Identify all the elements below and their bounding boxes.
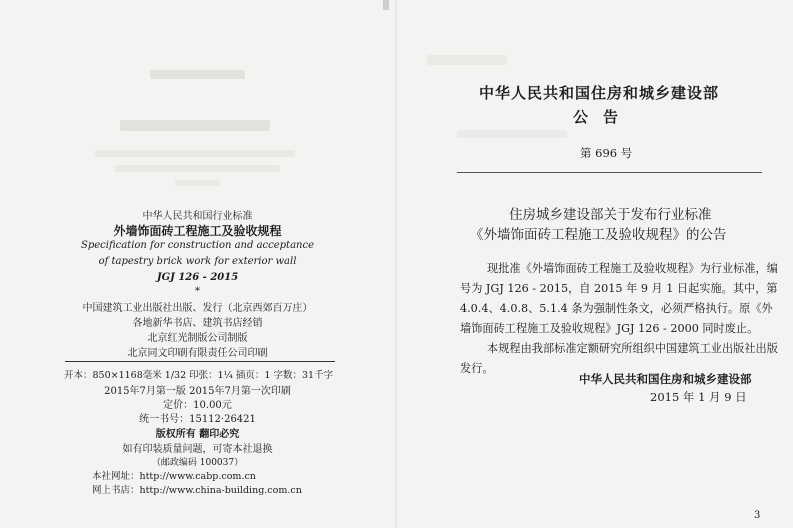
- online-bookstore: 网上书店：http://www.china-building.com.cn: [92, 485, 302, 496]
- body-line: 号为 JGJ 126 - 2015，自 2015 年 9 月 1 日起实施。其中，第: [460, 282, 778, 295]
- imprint-page: [0, 0, 395, 528]
- bleed-through-mark: [457, 130, 567, 138]
- announcement-heading-2: 《外墙饰面砖工程施工及验收规程》的公告: [470, 227, 727, 243]
- distributor-line: 各地新华书店、建筑书店经销: [132, 318, 263, 329]
- returns-notice: 如有印装质量问题，可寄本社退换: [122, 444, 273, 455]
- standard-title-en-1: Specification for construction and acceptance: [80, 240, 315, 251]
- price-line: 定价：10.00元: [163, 400, 232, 411]
- announcement-page: [397, 0, 793, 528]
- body-line: 发行。: [460, 362, 494, 375]
- separator-star: *: [195, 286, 200, 297]
- signature-ministry: 中华人民共和国住房和城乡建设部: [579, 372, 752, 386]
- body-line: 4.0.4、4.0.8、5.1.4 条为强制性条文，必须严格执行。原《外: [460, 302, 773, 315]
- bleed-through-mark: [120, 120, 270, 131]
- body-line: 墙饰面砖工程施工及验收规程》JGJ 126 - 2000 同时废止。: [460, 322, 759, 335]
- page-number: 3: [754, 510, 761, 521]
- copyright-notice: 版权所有 翻印必究: [155, 429, 240, 440]
- bleed-through-mark: [427, 55, 507, 65]
- body-line: 现批准《外墙饰面砖工程施工及验收规程》为行业标准，编: [487, 262, 778, 275]
- header-divider: [457, 172, 762, 173]
- imprint-divider: [65, 361, 335, 362]
- ministry-header: 中华人民共和国住房和城乡建设部: [479, 84, 720, 102]
- bleed-through-mark: [175, 180, 220, 186]
- publisher-website: 本社网址：http://www.cabp.com.cn: [92, 471, 256, 482]
- standard-title-en-2: of tapestry brick work for exterior wall: [98, 256, 297, 267]
- standard-code: JGJ 126 - 2015: [156, 272, 239, 283]
- edition-line: 2015年7月第一版 2015年7月第一次印刷: [104, 386, 291, 397]
- standard-title-cn: 外墙饰面砖工程施工及验收规程: [113, 224, 282, 238]
- postcode-line: （邮政编码 100037）: [151, 458, 244, 468]
- plate-maker-line: 北京红光制版公司制版: [147, 333, 248, 344]
- format-line: 开本：850×1168毫米 1/32 印张：1¼ 插页：1 字数：31千字: [64, 370, 334, 381]
- printer-line: 北京同文印刷有限责任公司印刷: [127, 348, 268, 359]
- bleed-through-mark: [115, 165, 280, 172]
- bleed-through-mark: [95, 150, 295, 157]
- signature-date: 2015 年 1 月 9 日: [650, 390, 747, 404]
- publisher-line: 中国建筑工业出版社出版、发行（北京西郊百万庄）: [82, 303, 313, 314]
- announcement-number: 第 696 号: [580, 146, 633, 160]
- bleed-through-mark: [150, 70, 245, 79]
- announcement-heading-1: 住房城乡建设部关于发布行业标准: [509, 207, 712, 223]
- isbn-line: 统一书号：15112·26421: [139, 414, 256, 425]
- body-line: 本规程由我部标准定额研究所组织中国建筑工业出版社出版: [487, 342, 778, 355]
- standard-issuer: 中华人民共和国行业标准: [142, 211, 253, 222]
- announcement-label: 公 告: [573, 108, 619, 126]
